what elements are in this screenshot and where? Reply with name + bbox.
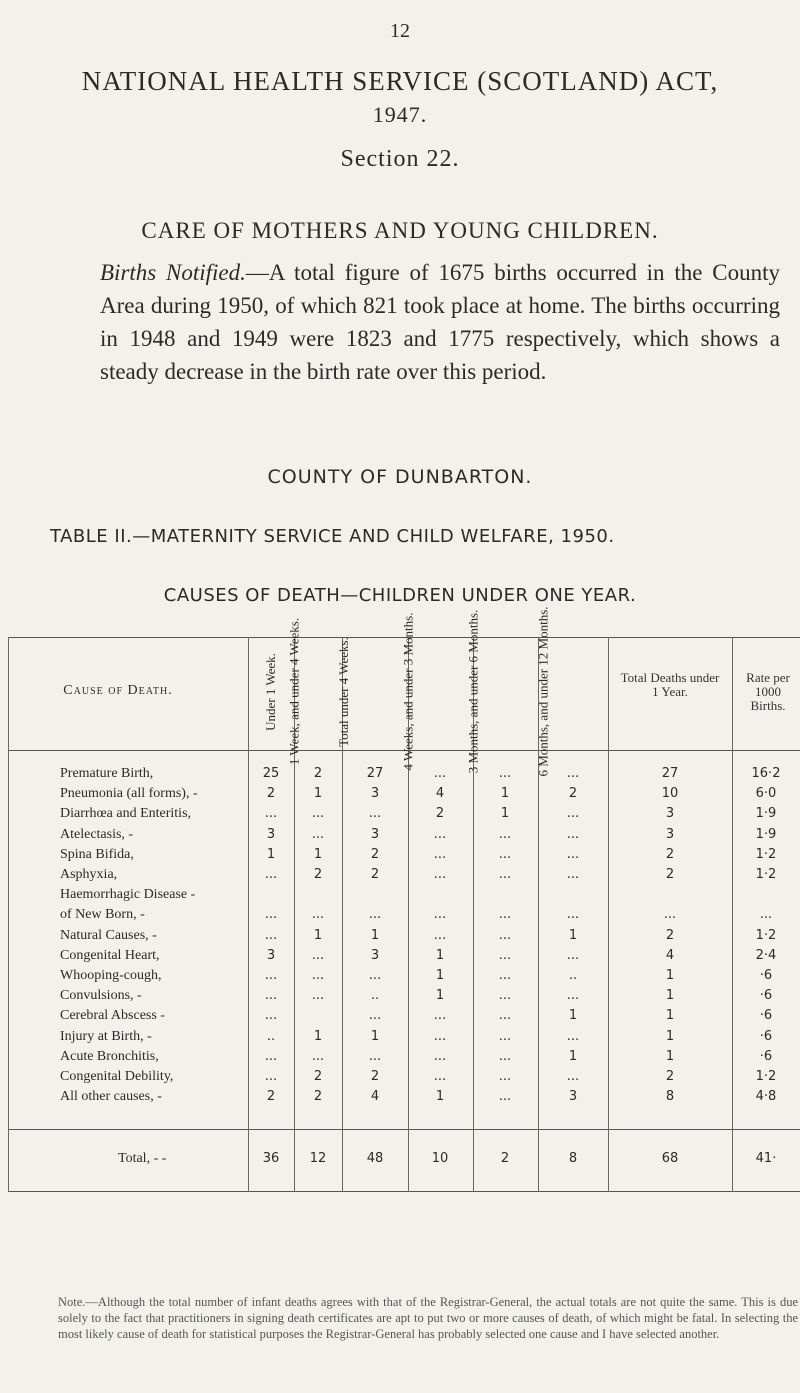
section-heading: Section 22.	[340, 146, 460, 172]
table-cell: ...	[264, 1048, 278, 1064]
cause-label: Diarrhœa and Enteritis,	[60, 806, 192, 822]
cause-label: Natural Causes, -	[60, 927, 157, 943]
table-cell: 1·2	[755, 1069, 777, 1084]
table-row	[8, 967, 800, 985]
table-subtitle: CAUSES OF DEATH—CHILDREN UNDER ONE YEAR.	[163, 585, 637, 606]
table-cell: ...	[566, 826, 580, 842]
table-row	[8, 846, 800, 864]
table-cell: 1	[313, 846, 323, 862]
total-row	[8, 1150, 800, 1168]
table-bottom-rule	[8, 1191, 800, 1192]
table-cell: ...	[433, 907, 447, 923]
total-cell: 41·	[755, 1151, 777, 1166]
table-cell: ·6	[759, 1028, 773, 1044]
table-cell: 3	[370, 826, 380, 842]
table-cell: 27	[661, 766, 679, 781]
table-cell: ...	[368, 1008, 382, 1024]
table-cell: 2	[568, 786, 578, 802]
column-header-rate-per-1000: Rate per 1000 Births.	[746, 670, 790, 713]
table-cell: ...	[566, 846, 580, 862]
cause-label: Acute Bronchitis,	[60, 1048, 159, 1064]
table-cell: 1	[435, 1089, 445, 1105]
table-row	[8, 1028, 800, 1046]
table-cell: ...	[264, 1008, 278, 1024]
act-title-block	[40, 64, 760, 132]
column-header-1-to-4-weeks: 1 Week, and under 4 Weeks.	[286, 617, 302, 766]
table-cell: 2	[313, 766, 323, 781]
cause-label: Congenital Debility,	[60, 1069, 174, 1084]
table-cell: 1	[435, 947, 445, 963]
table-cell: 2	[665, 1069, 675, 1084]
table-cell: ...	[498, 867, 512, 882]
table-cell: 1·9	[755, 826, 777, 842]
table-cell: ...	[311, 826, 325, 842]
table-row	[8, 785, 800, 803]
table-cell: 2	[370, 846, 380, 862]
table-title: TABLE II.—MATERNITY SERVICE AND CHILD WELFARE, 1950.	[50, 526, 615, 547]
cause-label: Spina Bifida,	[60, 846, 134, 862]
county-heading: COUNTY OF DUNBARTON.	[267, 466, 533, 488]
table-cell: 1	[665, 1008, 675, 1024]
table-row	[8, 947, 800, 965]
table-cell: 3	[266, 947, 276, 963]
table-row	[8, 1068, 800, 1086]
cause-label: Pneumonia (all forms), -	[60, 786, 198, 802]
table-cell: 1	[435, 968, 445, 983]
table-cell: 1	[313, 786, 323, 802]
table-cell: 4·8	[755, 1089, 777, 1105]
table-cell: ...	[433, 826, 447, 842]
table-row	[8, 1007, 800, 1025]
table-cell: 2	[313, 1069, 323, 1084]
act-title: NATIONAL HEALTH SERVICE (SCOTLAND) ACT,	[81, 66, 719, 96]
table-cell: ...	[311, 806, 325, 822]
table-cell: ...	[498, 907, 512, 923]
table-cell: 2	[435, 806, 445, 822]
table-cell: 2	[266, 1089, 276, 1105]
table-row	[8, 906, 800, 924]
table-cell: 1	[568, 1048, 578, 1064]
table-cell: ...	[498, 846, 512, 862]
total-cell: 10	[431, 1151, 449, 1166]
table-cell: ·6	[759, 1008, 773, 1024]
table-cell: ...	[498, 1048, 512, 1064]
table-cell: ...	[566, 867, 580, 882]
table-cell: ..	[568, 968, 578, 983]
cause-label: All other causes, -	[60, 1089, 162, 1105]
column-header-under-1-week: Under 1 Week.	[263, 653, 278, 731]
table-row	[8, 826, 800, 844]
table-cell: 1	[370, 1028, 380, 1044]
table-cell: ...	[759, 907, 773, 923]
table-cell: 1	[500, 806, 510, 822]
births-paragraph	[100, 256, 780, 388]
table-cell: 3	[370, 947, 380, 963]
act-year: 1947.	[372, 102, 428, 127]
table-cell: ...	[264, 1069, 278, 1084]
table-cell: ...	[264, 927, 278, 943]
table-cell: ...	[311, 947, 325, 963]
table-cell: ...	[498, 947, 512, 963]
table-cell: ...	[433, 927, 447, 943]
table-cell: 1·2	[755, 927, 777, 943]
table-cell: 1	[313, 1028, 323, 1044]
table-cell: 2	[313, 1089, 323, 1105]
care-title: CARE OF MOTHERS AND YOUNG CHILDREN.	[141, 218, 659, 243]
table-cell: ...	[566, 947, 580, 963]
table-cell: 1·9	[755, 806, 777, 822]
table-cell: 1	[665, 1048, 675, 1064]
cause-column-header: Cause of Death.	[63, 683, 173, 698]
table-cell: ...	[498, 1008, 512, 1024]
cause-label: of New Born, -	[60, 907, 145, 923]
table-cell: ·6	[759, 968, 773, 983]
column-header-6-to-12-months: 6 Months, and under 12 Months.	[535, 606, 551, 777]
table-cell: 1	[313, 927, 323, 943]
total-cell: 12	[309, 1151, 327, 1166]
table-cell: 1	[665, 968, 675, 983]
table-cell: ...	[368, 907, 382, 923]
table-cell: 3	[266, 826, 276, 842]
table-cell: 16·2	[751, 766, 781, 781]
table-cell: ...	[264, 806, 278, 822]
table-cell: ...	[498, 826, 512, 842]
table-cell: ...	[566, 1028, 580, 1044]
table-row	[8, 886, 800, 904]
table-cell: 27	[366, 766, 384, 781]
paragraph-lead: Births Notified.	[100, 260, 246, 285]
table-cell: 6·0	[755, 786, 777, 802]
table-cell: ...	[498, 927, 512, 943]
table-cell: 1	[568, 1008, 578, 1024]
column-header-3-to-6-months: 3 Months, and under 6 Months.	[465, 609, 481, 774]
table-cell: 3	[665, 806, 675, 822]
table-cell: 2	[665, 846, 675, 862]
table-cell: ...	[368, 1048, 382, 1064]
total-cell: 36	[262, 1151, 280, 1166]
table-cell: 2	[665, 927, 675, 943]
table-row	[8, 1088, 800, 1106]
table-cell: ...	[498, 968, 512, 983]
table-cell: ..	[370, 988, 380, 1004]
table-cell: ...	[311, 968, 325, 983]
table-cell: ...	[311, 988, 325, 1004]
table-cell: ...	[264, 907, 278, 923]
table-row	[8, 805, 800, 823]
table-cell: 10	[661, 786, 679, 802]
table-cell: ...	[311, 1048, 325, 1064]
table-row	[8, 765, 800, 783]
table-cell: 1	[665, 1028, 675, 1044]
table-cell: 1	[500, 786, 510, 802]
table-cell: ·6	[759, 1048, 773, 1064]
table-cell: ...	[566, 806, 580, 822]
total-cell: 68	[661, 1151, 679, 1166]
table-cell: 3	[665, 826, 675, 842]
table-cell: ...	[433, 1008, 447, 1024]
page-number: 12	[390, 20, 410, 42]
table-cell: 1	[568, 927, 578, 943]
table-cell: ...	[311, 907, 325, 923]
table-cell: ...	[498, 1089, 512, 1105]
table-cell: ...	[498, 988, 512, 1004]
total-cell: 2	[500, 1151, 510, 1166]
table-cell: ...	[566, 907, 580, 923]
cause-label: Premature Birth,	[60, 766, 154, 781]
table-cell: ...	[264, 988, 278, 1004]
table-cell: ...	[566, 988, 580, 1004]
table-row	[8, 866, 800, 884]
cause-label: Haemorrhagic Disease -	[60, 887, 196, 903]
table-cell: 2	[313, 867, 323, 882]
table-cell: 1	[435, 988, 445, 1004]
cause-label: Cerebral Abscess -	[60, 1008, 165, 1024]
table-cell: 2	[370, 867, 380, 882]
total-cell: 48	[366, 1151, 384, 1166]
table-cell: ...	[433, 1048, 447, 1064]
table-cell: 1·2	[755, 846, 777, 862]
table-cell: 4	[665, 947, 675, 963]
cause-label: Atelectasis, -	[60, 826, 134, 842]
table-cell: ...	[433, 867, 447, 882]
table-cell: ...	[566, 766, 580, 781]
table-cell: 1	[370, 927, 380, 943]
table-cell: 1·2	[755, 867, 777, 882]
table-total-rule	[8, 1129, 800, 1130]
table-cell: ...	[433, 1069, 447, 1084]
table-cell: ...	[498, 1069, 512, 1084]
table-cell: ..	[266, 1028, 276, 1044]
table-cell: ...	[264, 867, 278, 882]
table-cell: 4	[370, 1089, 380, 1105]
cause-label: Congenital Heart,	[60, 947, 160, 963]
column-header-total-under-4-weeks: Total under 4 Weeks.	[336, 637, 351, 747]
table-cell: ·6	[759, 988, 773, 1004]
column-header-total-deaths: Total Deaths under 1 Year.	[620, 670, 720, 699]
table-cell: 4	[435, 786, 445, 802]
cause-label: Whooping-cough,	[60, 968, 162, 983]
table-row	[8, 987, 800, 1005]
table-cell: ...	[433, 846, 447, 862]
paragraph-text: —A total figure of 1675 births occurred in the County Area during 1950, of which 821 took place at home. The births occurring in 1948 and 1949 were 1823 and 1775 respectively, which shows a steady decrease in the birth rate over this period.	[100, 260, 780, 384]
table-cell: ...	[498, 766, 512, 781]
table-cell: ...	[433, 766, 447, 781]
causes-of-death-table	[8, 606, 800, 1192]
table-cell: 3	[370, 786, 380, 802]
table-row	[8, 1048, 800, 1066]
table-cell: ...	[566, 1069, 580, 1084]
footnote: Note.—Although the total number of infant deaths agrees with that of the Registrar-General, the actual totals are not quite the same. This is due solely to the fact that practitioners in signing death certificates are apt to put two or more causes of death, of which might be fatal. In selecting the most likely cause of death for statistical purposes the Registrar-General has probably selected one cause and I have selected another.	[58, 1295, 798, 1341]
table-cell: 2	[266, 786, 276, 802]
total-cell: 8	[568, 1151, 578, 1166]
table-cell: ...	[498, 1028, 512, 1044]
table-cell: 1	[665, 988, 675, 1004]
table-cell: 8	[665, 1089, 675, 1105]
table-cell: 1	[266, 846, 276, 862]
table-cell: ...	[433, 1028, 447, 1044]
table-cell: 2	[370, 1069, 380, 1084]
total-label: Total, - -	[118, 1151, 167, 1166]
table-cell: 2	[665, 867, 675, 882]
table-cell: 2·4	[755, 947, 777, 963]
cause-label: Injury at Birth, -	[60, 1028, 152, 1044]
table-cell: ...	[663, 907, 677, 923]
column-header-4-weeks-to-3-months: 4 Weeks, and under 3 Months.	[400, 612, 416, 771]
cause-label: Asphyxia,	[60, 867, 118, 882]
table-cell: 3	[568, 1089, 578, 1105]
cause-label: Convulsions, -	[60, 988, 142, 1004]
table-cell: 25	[262, 766, 280, 781]
table-cell: ...	[264, 968, 278, 983]
table-cell: ...	[368, 806, 382, 822]
table-cell: ...	[368, 968, 382, 983]
table-row	[8, 927, 800, 945]
